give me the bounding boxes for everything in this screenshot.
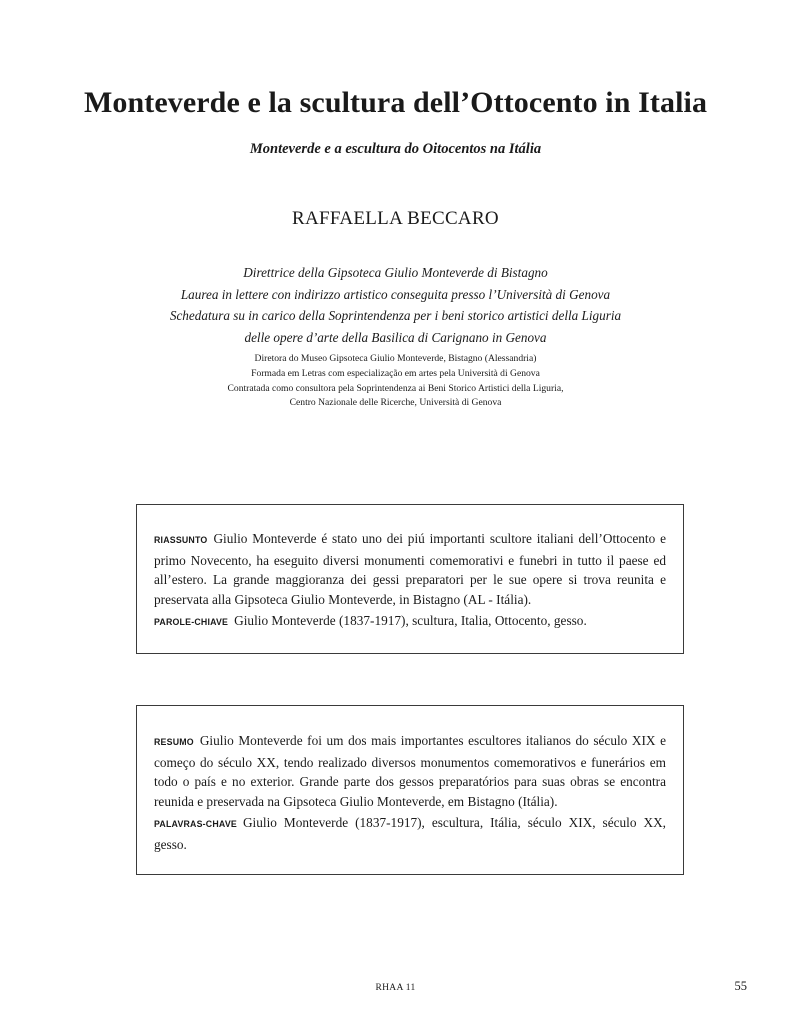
affiliation-line: Schedatura su in carico della Soprintendenza per i beni storico artistici della Liguria — [169, 308, 622, 323]
author-name: RAFFAELLA BECCARO — [292, 208, 499, 229]
affiliation-line: Centro Nazionale delle Ricerche, Università di Genova — [289, 397, 502, 409]
page-number: 55 — [734, 979, 747, 993]
keywords-text: Giulio Monteverde (1837-1917), scultura, Italia, Ottocento, gesso. — [234, 613, 587, 628]
affiliation-line: delle opere d’arte della Basilica di Carignano in Genova — [244, 329, 547, 345]
abstract-label: RIASSUNTO — [154, 535, 208, 545]
affiliation-line: Contratada como consultora pela Soprintendenza ai Beni Storico Artistici della Liguria, — [227, 382, 564, 394]
affiliation-italian — [0, 262, 791, 348]
keywords-paragraph — [154, 611, 666, 633]
abstract-text: Giulio Monteverde foi um dos mais importantes escultores italianos do século XIX e começo do século XX, tendo realizado diversos monumentos comemorativos e funerários em todo o país e no exterior. Grande parte dos gessos preparatórios para suas obras se encontra reunida e preservada na Gipsoteca Giulio Monteverde, em Bistagno (Itália). — [154, 733, 666, 809]
keywords-paragraph — [154, 813, 666, 854]
affiliation-portuguese — [0, 352, 791, 411]
affiliation-line: Direttrice della Gipsoteca Giulio Monteverde di Bistagno — [243, 265, 548, 280]
keywords-label: PALAVRAS-CHAVE — [154, 819, 237, 829]
affiliation-line: Diretora do Museo Gipsoteca Giulio Monteverde, Bistagno (Alessandria) — [254, 353, 537, 364]
abstract-paragraph — [154, 529, 666, 609]
affiliation-line: Laurea in lettere con indirizzo artistico conseguita presso l’Università di Genova — [180, 286, 611, 302]
abstract-paragraph — [154, 731, 666, 811]
keywords-text: Giulio Monteverde (1837-1917), escultura, Itália, século XIX, século XX, gesso. — [154, 815, 666, 852]
affiliation-line: Formada em Letras com especialização em artes pela Università di Genova — [251, 367, 540, 379]
keywords-label: PAROLE-CHIAVE — [154, 617, 229, 627]
journal-footer: RHAA 11 — [375, 983, 416, 993]
abstract-box-portuguese — [136, 705, 684, 875]
abstract-box-italian — [136, 504, 684, 654]
abstract-label: RESUMO — [154, 737, 194, 747]
article-subtitle: Monteverde e a escultura do Oitocentos na Itália — [249, 141, 542, 157]
article-title: Monteverde e la scultura dell’Ottocento in Italia — [83, 86, 708, 119]
abstract-text: Giulio Monteverde é stato uno dei piú importanti scultore italiani dell’Ottocento e primo Novecento, ha eseguito diversi monumenti comemorativi e funebri in tutto il paese ed all’estero. La grande maggioranza dei gessi preparatori per le sue opere si trova reunita e preservata alla Gipsoteca Giulio Monteverde, in Bistagno (AL - Itália). — [154, 531, 666, 607]
